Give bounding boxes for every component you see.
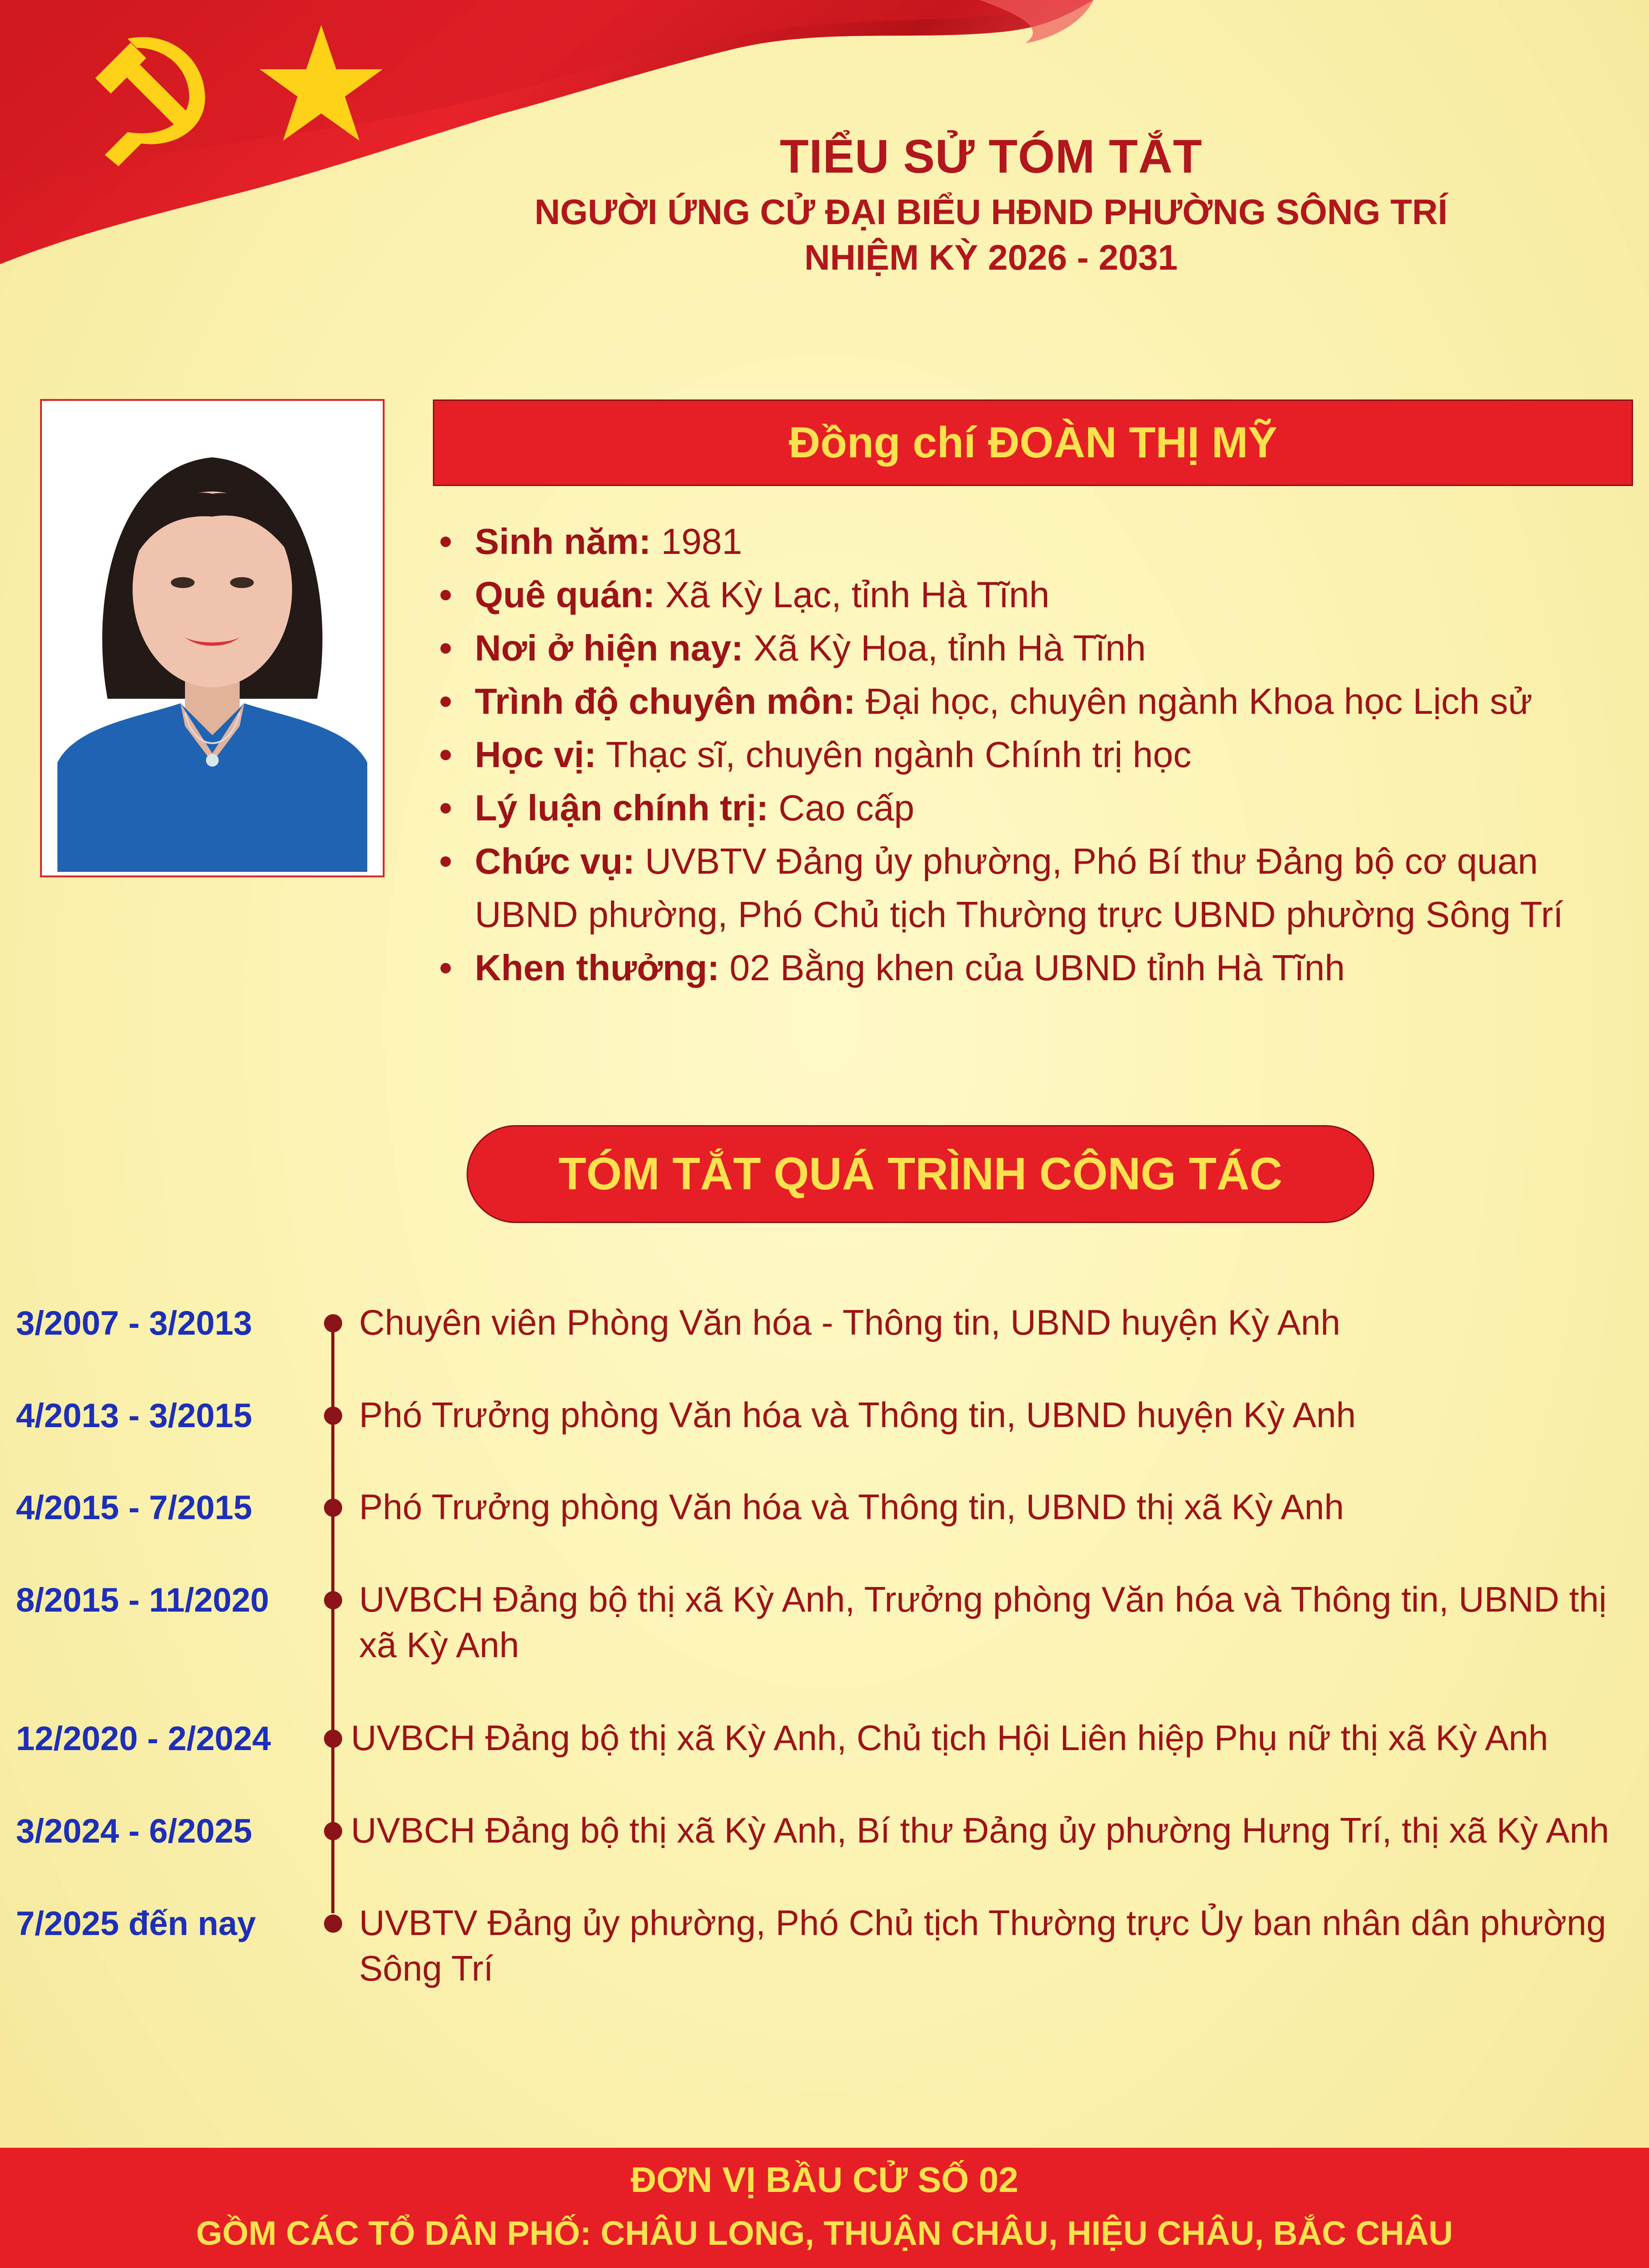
info-value: Xã Kỳ Hoa, tỉnh Hà Tĩnh <box>743 628 1146 668</box>
electoral-unit: ĐƠN VỊ BẦU CỬ SỐ 02 <box>631 2160 1018 2200</box>
timeline-description: UVBCH Đảng bộ thị xã Kỳ Anh, Trưởng phòng Văn hóa và Thông tin, UBND thị xã Kỳ Anh <box>359 1579 1607 1665</box>
residential-groups: GỒM CÁC TỔ DÂN PHỐ: CHÂU LONG, THUẬN CHÂU, HIỆU CHÂU, BẮC CHÂU <box>196 2214 1453 2252</box>
info-label: Chức vụ: <box>475 841 635 881</box>
portrait-photo-icon <box>48 407 376 872</box>
timeline-dot <box>324 1591 342 1609</box>
timeline-period: 4/2015 - 7/2015 <box>16 1489 252 1526</box>
portrait-frame <box>40 399 385 877</box>
info-item <box>433 568 1636 621</box>
candidate-name-banner: Đồng chí ĐOÀN THỊ MỸ <box>433 399 1633 486</box>
info-value: Cao cấp <box>768 788 914 828</box>
timeline-description: UVBCH Đảng bộ thị xã Kỳ Anh, Chủ tịch Hội Liên hiệp Phụ nữ thị xã Kỳ Anh <box>351 1718 1548 1758</box>
info-value: 1981 <box>651 521 742 562</box>
info-item <box>433 515 1636 568</box>
info-value: UVBTV Đảng ủy phường, Phó Bí thư Đảng bộ cơ quan UBND phường, Phó Chủ tịch Thường trực UBND phường Sông Trí <box>475 841 1563 935</box>
timeline-description: Chuyên viên Phòng Văn hóa - Thông tin, UBND huyện Kỳ Anh <box>359 1302 1341 1342</box>
timeline-period: 8/2015 - 11/2020 <box>16 1581 269 1619</box>
timeline-dot <box>324 1314 342 1332</box>
timeline-period: 4/2013 - 3/2015 <box>16 1397 252 1434</box>
timeline-description: Phó Trưởng phòng Văn hóa và Thông tin, UBND thị xã Kỳ Anh <box>359 1487 1344 1527</box>
term-label: NHIỆM KỲ 2026 - 2031 <box>804 237 1178 277</box>
info-label: Khen thưởng: <box>475 947 719 988</box>
page-subtitle: NGƯỜI ỨNG CỬ ĐẠI BIỂU HĐND PHƯỜNG SÔNG TRÍ <box>534 192 1448 232</box>
info-label: Lý luận chính trị: <box>475 788 769 828</box>
timeline-period: 3/2007 - 3/2013 <box>16 1304 252 1342</box>
timeline-dot <box>324 1407 342 1425</box>
timeline-description: UVBCH Đảng bộ thị xã Kỳ Anh, Bí thư Đảng ủy phường Hưng Trí, thị xã Kỳ Anh <box>351 1810 1609 1850</box>
info-value: 02 Bằng khen của UBND tỉnh Hà Tĩnh <box>719 947 1345 988</box>
info-label: Nơi ở hiện nay: <box>475 628 744 668</box>
timeline-description: Phó Trưởng phòng Văn hóa và Thông tin, UBND huyện Kỳ Anh <box>359 1395 1356 1435</box>
timeline-dot <box>324 1730 342 1748</box>
info-item <box>433 675 1636 728</box>
timeline-dot <box>324 1822 342 1840</box>
timeline-period: 12/2020 - 2/2024 <box>16 1720 271 1757</box>
info-item <box>433 781 1636 835</box>
info-label: Học vị: <box>475 734 596 775</box>
info-label: Trình độ chuyên môn: <box>475 681 856 722</box>
info-item <box>433 835 1636 941</box>
candidate-info-list <box>433 515 1636 994</box>
timeline-dot <box>324 1499 342 1517</box>
timeline-dot <box>324 1915 342 1933</box>
timeline-description: UVBTV Đảng ủy phường, Phó Chủ tịch Thường trực Ủy ban nhân dân phường Sông Trí <box>359 1903 1607 1988</box>
info-value: Xã Kỳ Lạc, tỉnh Hà Tĩnh <box>655 574 1050 615</box>
info-item <box>433 621 1636 675</box>
info-item <box>433 941 1636 994</box>
work-history-heading: TÓM TẮT QUÁ TRÌNH CÔNG TÁC <box>467 1125 1374 1223</box>
info-value: Đại học, chuyên ngành Khoa học Lịch sử <box>855 681 1533 722</box>
timeline-period: 3/2024 - 6/2025 <box>16 1812 252 1850</box>
timeline-period: 7/2025 đến nay <box>16 1905 256 1942</box>
info-label: Sinh năm: <box>475 521 651 562</box>
info-value: Thạc sĩ, chuyên ngành Chính trị học <box>596 734 1192 775</box>
info-label: Quê quán: <box>475 574 655 615</box>
info-item <box>433 728 1636 781</box>
page-title: TIỂU SỬ TÓM TẮT <box>780 130 1202 183</box>
